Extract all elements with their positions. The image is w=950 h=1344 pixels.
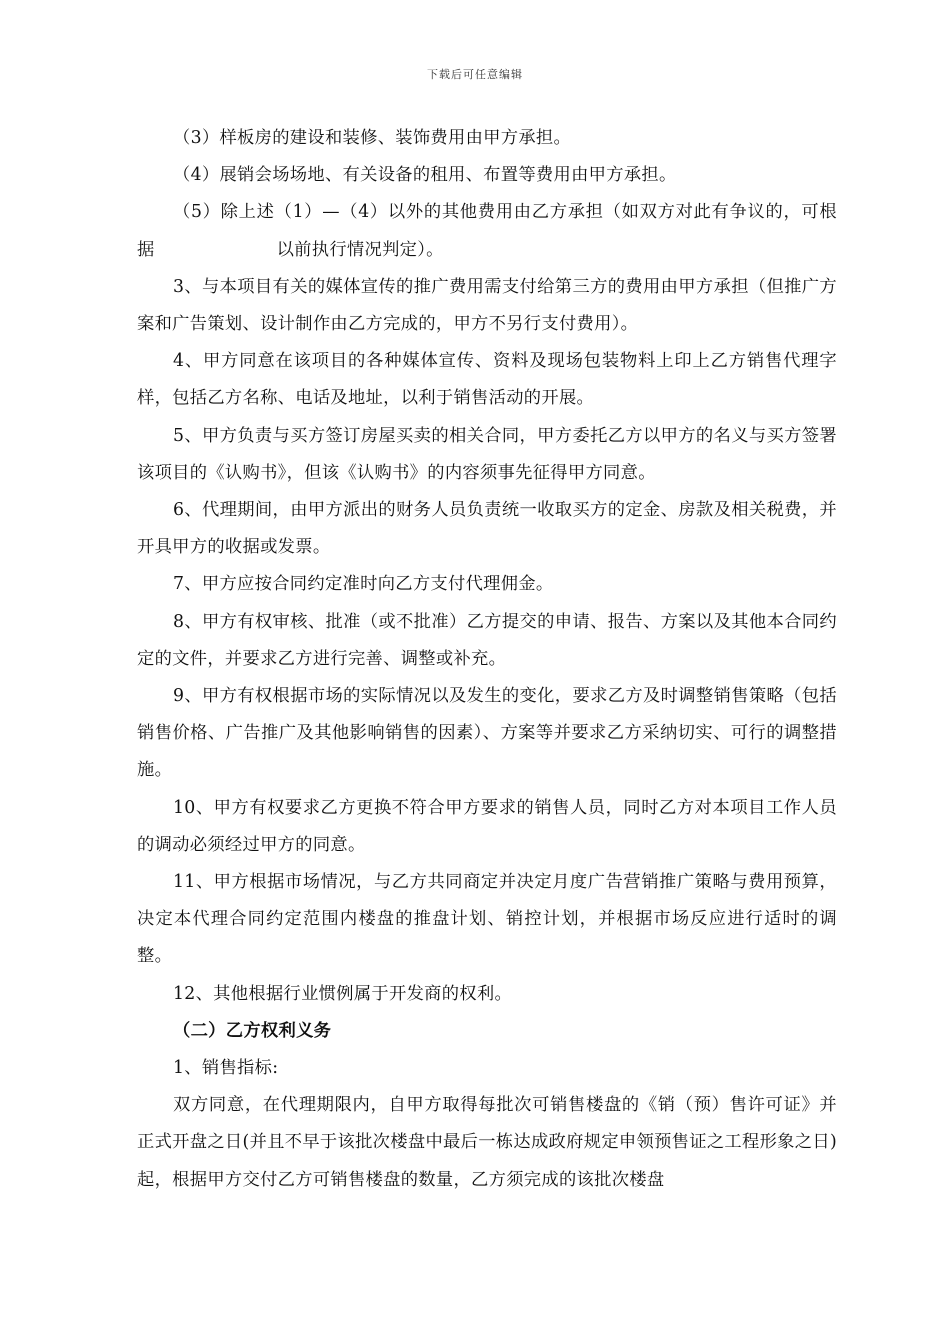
sub-clause-1-sales-target: 1、销售指标: bbox=[173, 1058, 279, 1079]
clause-10-staff: 10、甲方有权要求乙方更换不符合甲方要求的销售人员，同时乙方对本项目工作人员的调动必须经过甲方的同意。 bbox=[137, 797, 837, 855]
clause-11-budget: 11、甲方根据市场情况，与乙方共同商定并决定月度广告营销推广策略与费用预算，决定本代理合同约定范围内楼盘的推盘计划、销控计划，并根据市场反应进行适时的调整。 bbox=[137, 872, 837, 967]
paragraph-3-sample-room: （3）样板房的建设和装修、装饰费用由甲方承担。 bbox=[173, 128, 572, 148]
section-heading-party-b: （二）乙方权利义务 bbox=[173, 1020, 332, 1041]
page-header: 下载后可任意编辑 bbox=[427, 68, 523, 81]
paragraph-5-text-a: （5）除上述（1）—（4）以外的其他费用由乙方承担（如双方对此有争议的，可根据 bbox=[137, 202, 837, 260]
paragraph-5-other-costs bbox=[137, 194, 837, 268]
clause-6-finance: 6、代理期间，由甲方派出的财务人员负责统一收取买方的定金、房款及相关税费，并开具甲方的收据或发票。 bbox=[137, 500, 837, 558]
clause-8-approval: 8、甲方有权审核、批准（或不批准）乙方提交的申请、报告、方案以及其他本合同约定的文件，并要求乙方进行完善、调整或补充。 bbox=[137, 611, 837, 669]
clause-7-commission: 7、甲方应按合同约定准时向乙方支付代理佣金。 bbox=[173, 574, 554, 595]
document-body bbox=[137, 120, 837, 1199]
clause-5-contracts: 5、甲方负责与买方签订房屋买卖的相关合同，甲方委托乙方以甲方的名义与买方签署该项目的《认购书》，但该《认购书》的内容须事先征得甲方同意。 bbox=[137, 425, 837, 483]
paragraph-5-text-b: 以前执行情况判定）。 bbox=[276, 239, 444, 260]
clause-3-media-promotion: 3、与本项目有关的媒体宣传的推广费用需支付给第三方的费用由甲方承担（但推广方案和广告策划、设计制作由乙方完成的，甲方不另行支付费用）。 bbox=[137, 276, 837, 335]
clause-9-strategy: 9、甲方有权根据市场的实际情况以及发生的变化，要求乙方及时调整销售策略（包括销售价格、广告推广及其他影响销售的因素）、方案等并要求乙方采纳切实、可行的调整措施。 bbox=[137, 686, 837, 781]
clause-4-branding: 4、甲方同意在该项目的各种媒体宣传、资料及现场包装物料上印上乙方销售代理字样，包括乙方名称、电话及地址，以利于销售活动的开展。 bbox=[137, 351, 837, 409]
paragraph-4-exhibition: （4）展销会场场地、有关设备的租用、布置等费用由甲方承担。 bbox=[173, 165, 677, 186]
sales-target-body: 双方同意，在代理期限内，自甲方取得每批次可销售楼盘的《销（预）售许可证》并正式开盘之日(并且不早于该批次楼盘中最后一栋达成政府规定申领预售证之工程形象之日)起，根据甲方交付乙方可销售楼盘的数量，乙方须完成的该批次楼盘 bbox=[137, 1095, 837, 1190]
clause-12-other-rights: 12、其他根据行业惯例属于开发商的权利。 bbox=[173, 983, 513, 1004]
